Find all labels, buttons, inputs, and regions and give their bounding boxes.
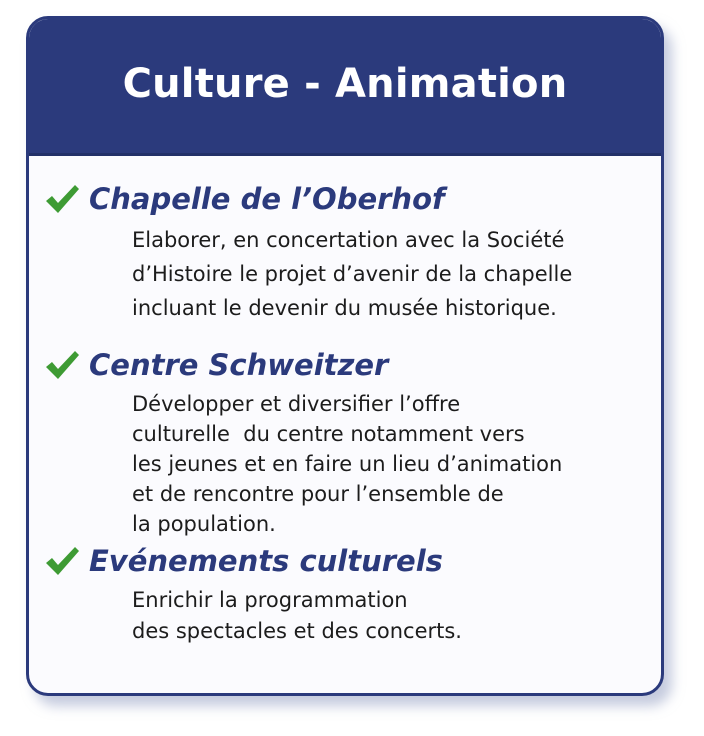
section-centre-schweitzer	[43, 345, 651, 539]
body-line: Développer et diversifier l’offre	[132, 392, 461, 416]
card-header	[29, 19, 661, 156]
body-line: culturelle du centre notamment vers	[132, 422, 525, 446]
checkmark-icon	[43, 348, 81, 382]
section-title: Chapelle de l’Oberhof	[89, 182, 445, 216]
body-line: d’Histoire le projet d’avenir de la chapelle	[132, 262, 573, 286]
body-line: des spectacles et des concerts.	[132, 619, 462, 643]
section-body	[132, 223, 651, 325]
checkmark-icon	[43, 182, 81, 216]
card-title: Culture - Animation	[122, 61, 568, 107]
section-title: Evénements culturels	[89, 544, 443, 578]
checkmark-icon	[43, 544, 81, 578]
section-chapelle-oberhof	[43, 179, 651, 325]
body-line: les jeunes et en faire un lieu d’animation	[132, 452, 563, 476]
section-title: Centre Schweitzer	[89, 348, 389, 382]
section-heading	[43, 345, 651, 385]
section-heading	[43, 179, 651, 219]
section-body	[132, 585, 651, 647]
body-line: Elaborer, en concertation avec la Société	[132, 228, 565, 252]
section-evenements-culturels	[43, 541, 651, 647]
body-line: la population.	[132, 512, 276, 536]
culture-animation-card	[26, 16, 664, 696]
body-line: et de rencontre pour l’ensemble de	[132, 482, 504, 506]
section-heading	[43, 541, 651, 581]
body-line: Enrichir la programmation	[132, 588, 408, 612]
section-body	[132, 389, 651, 539]
body-line: incluant le devenir du musée historique.	[132, 296, 557, 320]
